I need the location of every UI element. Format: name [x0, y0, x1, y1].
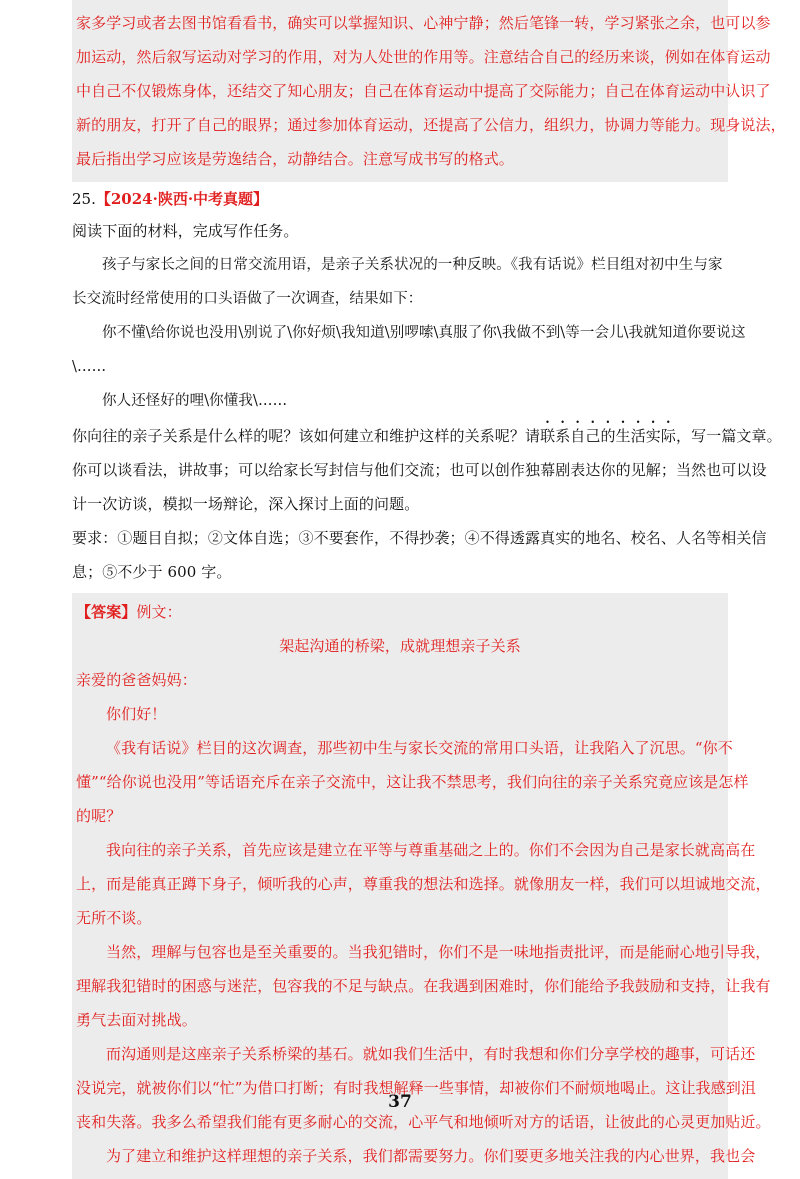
salutation: 亲爱的爸爸妈妈：: [76, 671, 197, 689]
essay-paragraph: [76, 935, 771, 1037]
question-header: [72, 184, 728, 214]
question-intro: 阅读下面的材料，完成写作任务。: [72, 222, 299, 240]
emphasized-text: 联系自己的生活实际: [540, 427, 677, 445]
essay-paragraph: [76, 731, 749, 833]
page-number: 37: [388, 1092, 412, 1112]
text-line: 新的朋友，打开了自己的眼界；通过参加体育运动，还提高了公信力，组织力，协调力等能力。现身说法，: [76, 116, 786, 134]
greeting: 你们好！: [106, 705, 167, 723]
previous-answer-block: [72, 0, 786, 182]
text-line: 丧和失落。我多么希望我们能有更多耐心的交流，心平气和地倾听对方的话语，让彼此的心灵更加贴近。: [76, 1113, 771, 1131]
task-line: [72, 418, 782, 453]
question-source: 【2024·陕西·中考真题】: [95, 190, 269, 208]
essay-paragraph: [76, 833, 771, 935]
phrases-line: 你不懂\给你说也没用\别说了\你好烦\我知道\别啰嗦\真服了你\我做不到\等一会儿\我就知道你要说这: [102, 325, 746, 341]
essay-paragraph: [76, 1139, 756, 1173]
text-line: 家多学习或者去图书馆看看书，确实可以掌握知识、心神宁静；然后笔锋一转，学习紧张之余，也可以参: [76, 14, 771, 32]
answer-label: 【答案】: [76, 603, 137, 621]
text-line: 加运动，然后叙写运动对学习的作用，对为人处世的作用等。注意结合自己的经历来谈，例如在体育运动: [76, 48, 771, 66]
task-text: ，写一篇文章。: [676, 427, 782, 445]
essay-paragraph: [76, 1037, 771, 1139]
essay-title: 架起沟通的桥梁，成就理想亲子关系: [279, 637, 521, 655]
text-line: 中自己不仅锻炼身体，还结交了知心朋友；自己在体育运动中提高了交际能力；自己在体育运动中认识了: [76, 82, 771, 100]
text-line: 我向往的亲子关系，首先应该是建立在平等与尊重基础之上的。你们不会因为自己是家长就高高在: [106, 841, 756, 859]
answer-label-suffix: 例文：: [136, 603, 182, 621]
text-line: 没说完，就被你们以“忙”为借口打断；有时我想解释一些事情，却被你们不耐烦地喝止。这让我感到沮: [76, 1079, 756, 1097]
requirement-line: 息；⑤不少于 600 字。: [72, 563, 232, 581]
page-content: [72, 14, 786, 1179]
text-line: 当然，理解与包容也是至关重要的。当我犯错时，你们不是一味地指责批评，而是能耐心地引导我，: [106, 943, 771, 961]
text-line: 《我有话说》栏目的这次调查，那些初中生与家长交流的常用口头语，让我陷入了沉思。“你不: [106, 739, 733, 757]
task-line: 计一次访谈，模拟一场辩论，深入探讨上面的问题。: [72, 495, 420, 513]
text-line: 为了建立和维护这样理想的亲子关系，我们都需要努力。你们要更多地关注我的内心世界，我也会: [106, 1147, 756, 1165]
text-line: 懂”“给你说也没用”等话语充斥在亲子交流中，这让我不禁思考，我们向往的亲子关系究竟应该是怎样: [76, 773, 749, 791]
text-line: 无所不谈。: [76, 909, 152, 927]
text-line: 理解我犯错时的困惑与迷茫，包容我的不足与缺点。在我遇到困难时，你们能给予我鼓励和支持，让我有: [76, 977, 771, 995]
task-line: 你可以谈看法，讲故事；可以给家长写封信与他们交流；也可以创作独幕剧表达你的见解；当然也可以设: [72, 461, 767, 479]
task-text: 你向往的亲子关系是什么样的呢？该如何建立和维护这样的关系呢？请: [72, 427, 541, 445]
phrases-line: \……: [72, 359, 107, 375]
material-line: 长交流时经常使用的口头语做了一次调查，结果如下：: [72, 291, 423, 307]
phrases-line: 你人还怪好的哩\你懂我\……: [102, 393, 288, 409]
text-line: 的呢？: [76, 807, 122, 825]
text-line: 上，而是能真正蹲下身子，倾听我的心声，尊重我的想法和选择。就像朋友一样，我们可以坦诚地交流，: [76, 875, 771, 893]
requirement-line: 要求：①题目自拟；②文体自选；③不要套作，不得抄袭；④不得透露真实的地名、校名、人名等相关信: [72, 529, 767, 547]
question-number: 25.: [72, 190, 96, 208]
text-line: 而沟通则是这座亲子关系桥梁的基石。就如我们生活中，有时我想和你们分享学校的趣事，可话还: [106, 1045, 756, 1063]
material-line: 孩子与家长之间的日常交流用语，是亲子关系状况的一种反映。《我有话说》栏目组对初中生与家: [102, 257, 723, 273]
text-line: 最后指出学习应该是劳逸结合，动静结合。注意写成书写的格式。: [76, 150, 514, 168]
text-line: 勇气去面对挑战。: [76, 1011, 197, 1029]
answer-label-line: [76, 595, 724, 629]
